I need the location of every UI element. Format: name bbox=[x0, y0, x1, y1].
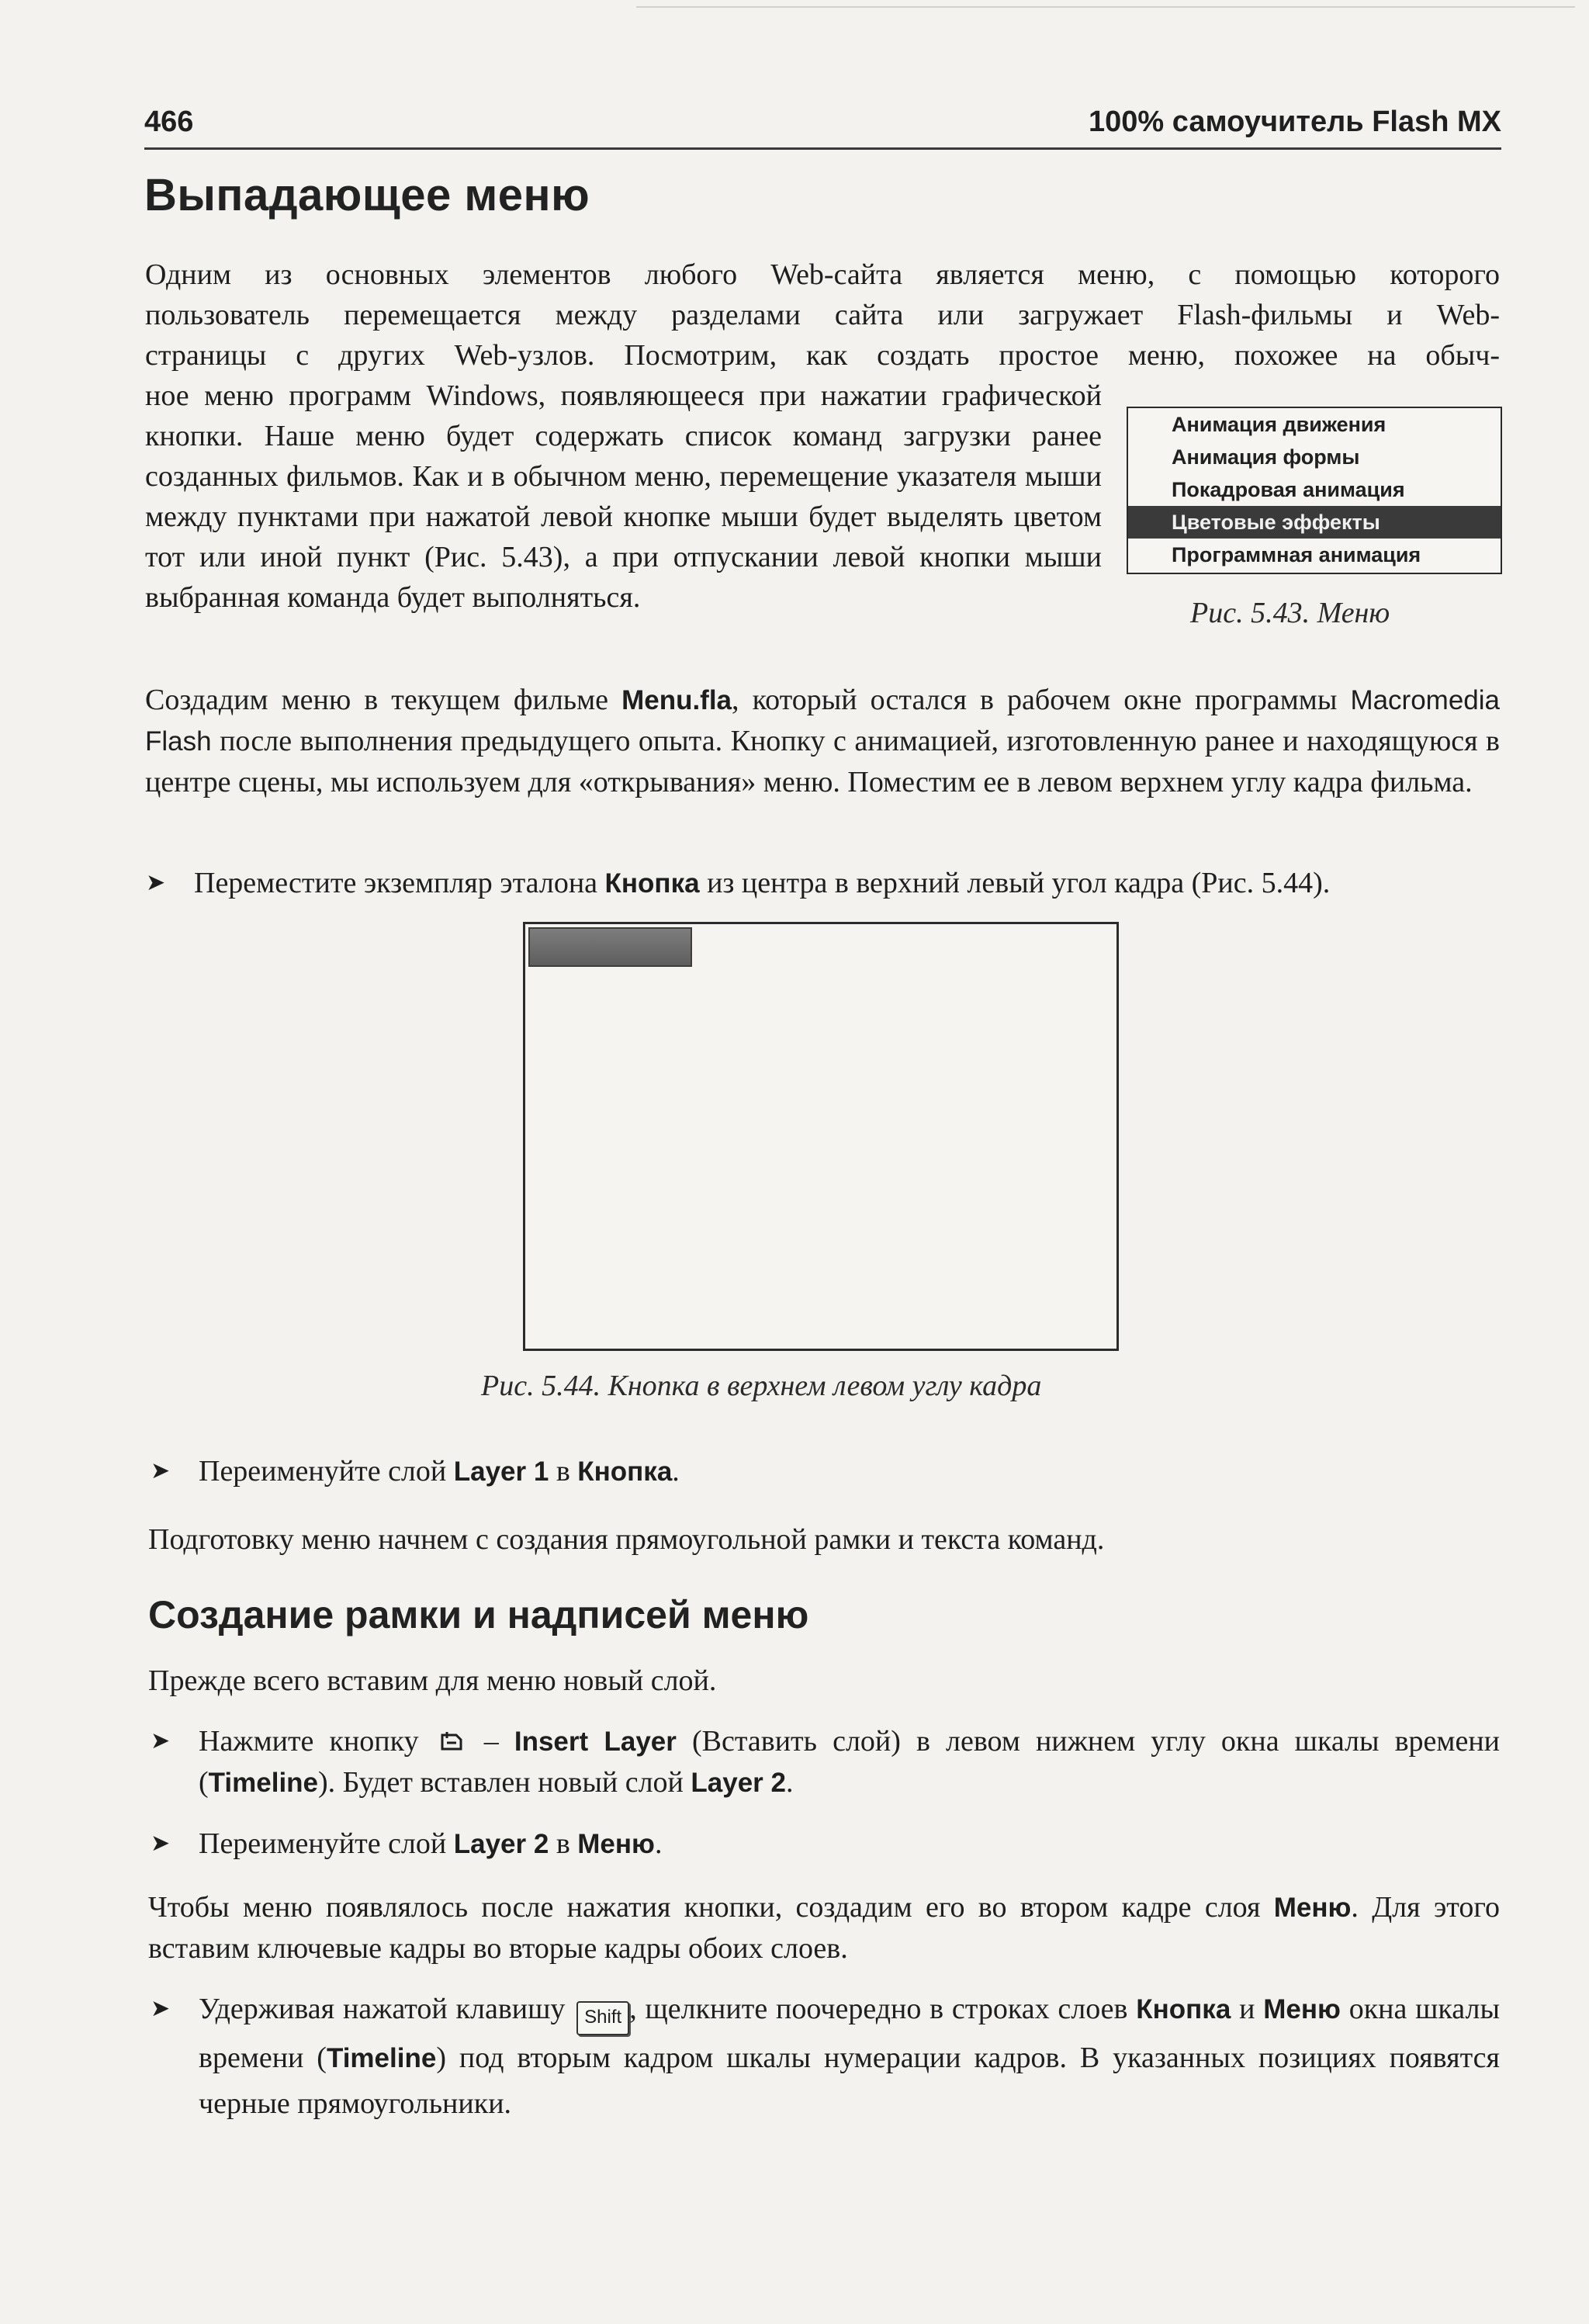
step-rename-layer-1: ➤ Переименуйте слой Layer 1 в Кнопка. bbox=[199, 1451, 1500, 1492]
figure-5-44-caption: Рис. 5.44. Кнопка в верхнем левом углу кадра bbox=[481, 1370, 1042, 1402]
book-title: 100% самоучитель Flash MX bbox=[1089, 106, 1501, 138]
figure-5-43-menu bbox=[1127, 407, 1502, 574]
stage-button-instance[interactable] bbox=[528, 927, 692, 967]
section-title: Выпадающее меню bbox=[144, 170, 590, 220]
figure-5-43-caption: Рис. 5.43. Меню bbox=[1190, 597, 1390, 629]
step-move-button: ➤ Переместите экземпляр эталона Кнопка из центра в верхний левый угол кадра (Рис. 5.44). bbox=[194, 863, 1500, 904]
header-rule bbox=[144, 147, 1501, 150]
paragraph-5: Чтобы меню появлялось после нажатия кнопки, создадим его во втором кадре слоя Меню. Для этого вставим ключевые кадры во вторые кадры обоих слоев. bbox=[148, 1891, 1500, 1965]
step-shift-click: ➤ Удерживая нажатой клавишу Shift , щелкните поочередно в строках слоев Кнопка и Меню окна шкалы времени (Timeline) под вторым кадром шкалы нумерации кадров. В указанных позициях появятся черные прямоугольники. bbox=[199, 1986, 1500, 2126]
scan-edge-line bbox=[636, 6, 1575, 8]
page-number: 466 bbox=[144, 106, 194, 138]
bullet-arrow-icon: ➤ bbox=[151, 1830, 171, 1857]
step-insert-layer: ➤ Нажмите кнопку – Insert Layer (Вставить слой) в левом нижнем углу окна шкалы времени (Timeline). Будет вставлен новый слой Layer 2. bbox=[199, 1721, 1500, 1803]
bullet-arrow-icon: ➤ bbox=[151, 1727, 171, 1754]
running-header bbox=[144, 106, 1501, 141]
intro-line-1: Одним из основных элементов любого Web-сайта является меню, с помощью которого bbox=[145, 258, 1500, 291]
menu-item-color-effects[interactable]: Цветовые эффекты bbox=[1128, 506, 1501, 539]
intro-wrap-text: ное меню программ Windows, появляющееся при нажатии графической кнопки. Наше меню будет содержать список команд загрузки ранее созданных фильмов. Как и в обычном меню, перемещение указателя мыши между пунктами при нажатой левой кнопке мыши будет выделять цветом тот или иной пункт (Рис. 5.43), а при отпускании левой кнопки мыши выбранная команда будет выполняться. bbox=[145, 379, 1102, 614]
step-rename-layer-2: ➤ Переименуйте слой Layer 2 в Меню. bbox=[199, 1824, 1500, 1865]
bullet-arrow-icon: ➤ bbox=[151, 1457, 171, 1484]
menu-item-motion-tween[interactable]: Анимация движения bbox=[1172, 413, 1386, 436]
menu-item-frame-animation[interactable]: Покадровая анимация bbox=[1172, 478, 1405, 501]
subsection-title: Создание рамки и надписей меню bbox=[148, 1593, 809, 1636]
intro-line-2: пользователь перемещается между разделами сайта или загружает Flash-фильмы и Web- bbox=[145, 299, 1500, 331]
paragraph-3: Подготовку меню начнем с создания прямоугольной рамки и текста команд. bbox=[148, 1523, 1105, 1556]
insert-layer-icon bbox=[436, 1729, 467, 1754]
paragraph-2: Создадим меню в текущем фильме Menu.fla, который остался в рабочем окне программы Macromedia Flash после выполнения предыдущего опыта. Кнопку с анимацией, изготовленную ранее и находящуюся в центре сцены, мы используем для «открывания» меню. Поместим ее в левом верхнем углу кадра фильма. bbox=[145, 684, 1501, 798]
shift-key-icon: Shift bbox=[576, 2001, 629, 2035]
paragraph-4: Прежде всего вставим для меню новый слой. bbox=[148, 1664, 717, 1697]
bullet-arrow-icon: ➤ bbox=[146, 869, 166, 896]
bullet-arrow-icon: ➤ bbox=[151, 1995, 171, 2022]
menu-item-scripted-animation[interactable]: Программная анимация bbox=[1172, 543, 1421, 566]
figure-5-44-stage bbox=[523, 922, 1119, 1351]
intro-line-3: страницы с других Web-узлов. Посмотрим, как создать простое меню, похожее на обыч- bbox=[145, 339, 1500, 372]
menu-item-shape-tween[interactable]: Анимация формы bbox=[1172, 445, 1360, 469]
